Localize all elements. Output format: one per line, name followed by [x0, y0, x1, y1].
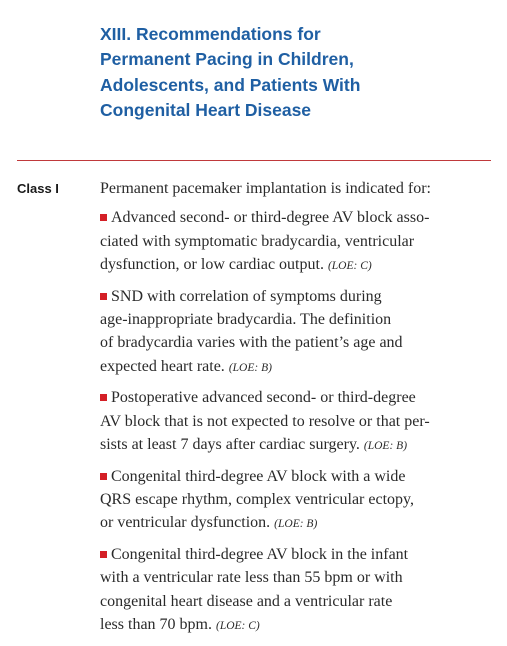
heading-line: Permanent Pacing in Children,	[100, 49, 354, 70]
heading-line: Congenital Heart Disease	[100, 99, 312, 120]
loe-label: (LOE: B)	[274, 518, 318, 531]
recommendation-item	[100, 386, 492, 458]
item-text: Congenital third-degree AV block with a wide	[111, 467, 406, 485]
item-text: or ventricular dysfunction.	[100, 514, 271, 532]
item-text: with a ventricular rate less than 55 bpm or with	[100, 569, 403, 587]
item-text: sists at least 7 days after cardiac surgery.	[100, 435, 360, 453]
loe-label: (LOE: B)	[228, 361, 272, 374]
bullet-icon	[100, 394, 107, 401]
recommendation-item	[100, 285, 492, 380]
heading-line: XIII. Recommendations for	[100, 24, 321, 44]
item-text: congenital heart disease and a ventricular rate	[100, 592, 393, 610]
item-text: less than 70 bpm.	[100, 616, 212, 634]
intro-text: Permanent pacemaker implantation is indicated for:	[100, 180, 431, 197]
recommendation-item	[100, 543, 492, 638]
recommendation-item	[100, 206, 492, 278]
item-text: SND with correlation of symptoms during	[111, 287, 382, 305]
recommendation-item	[100, 465, 492, 537]
recommendation-list	[100, 177, 492, 645]
loe-label: (LOE: C)	[327, 259, 372, 272]
section-divider	[17, 160, 491, 161]
item-text: AV block that is not expected to resolve or that per-	[100, 412, 430, 430]
item-text: Advanced second- or third-degree AV block asso-	[111, 209, 430, 227]
section-heading	[100, 22, 490, 123]
item-text: dysfunction, or low cardiac output.	[100, 255, 324, 273]
bullet-icon	[100, 214, 107, 221]
loe-label: (LOE: C)	[216, 620, 260, 633]
loe-label: (LOE: B)	[363, 439, 408, 452]
item-text: QRS escape rhythm, complex ventricular ectopy,	[100, 491, 414, 509]
item-text: Postoperative advanced second- or third-degree	[111, 389, 416, 407]
bullet-icon	[100, 473, 107, 480]
bullet-icon	[100, 551, 107, 558]
item-text: Congenital third-degree AV block in the infant	[111, 546, 409, 564]
item-text: ciated with symptomatic bradycardia, ventricular	[100, 232, 415, 250]
item-text: age-inappropriate bradycardia. The definition	[100, 310, 392, 328]
heading-line: Adolescents, and Patients With	[100, 74, 361, 95]
item-text: of bradycardia varies with the patient’s age and	[100, 334, 403, 352]
class-label: Class I	[17, 181, 59, 196]
bullet-icon	[100, 293, 107, 300]
item-text: expected heart rate.	[100, 357, 225, 375]
